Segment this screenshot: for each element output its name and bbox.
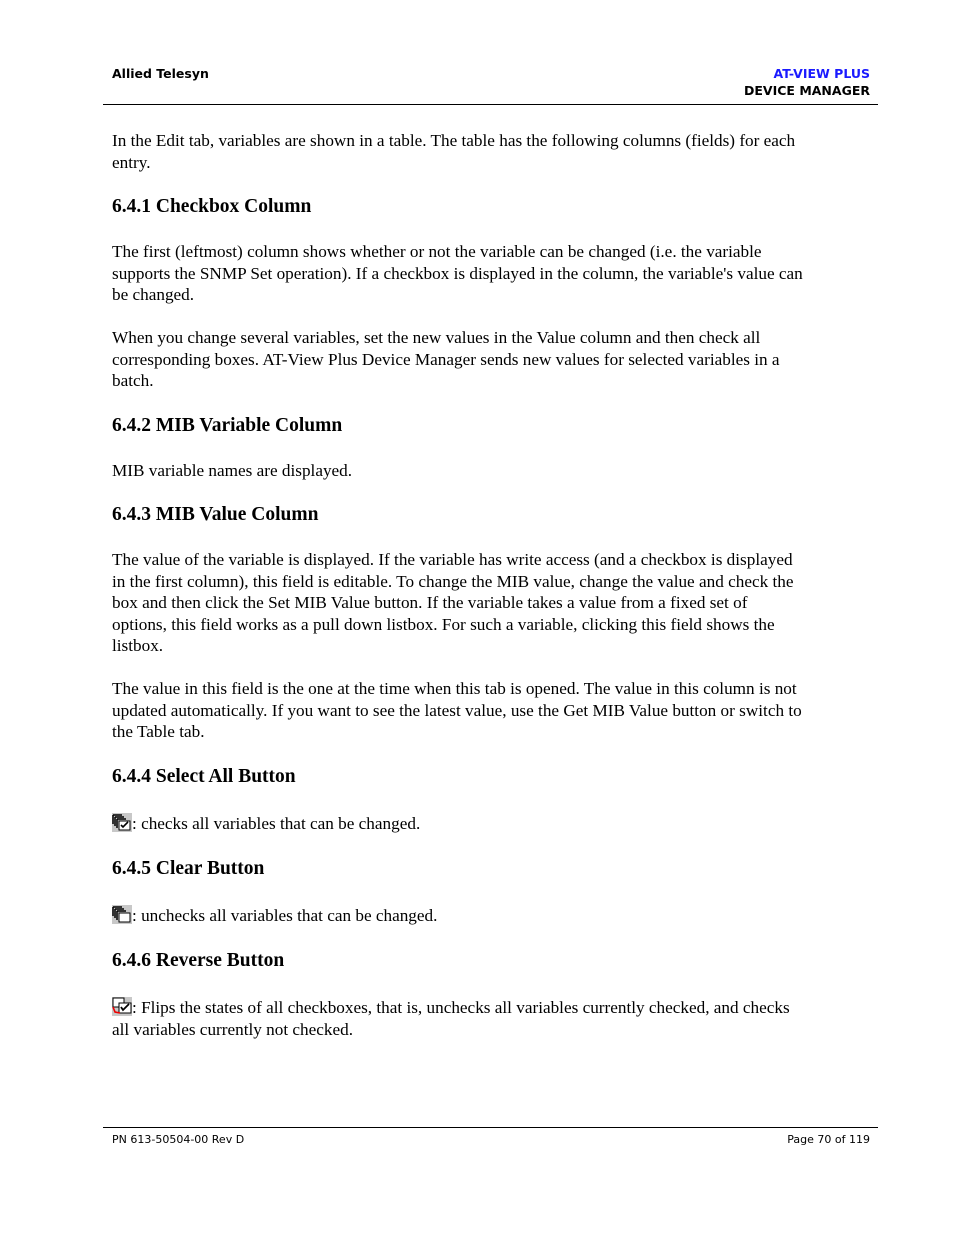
footer-page-number: Page 70 of 119 bbox=[787, 1133, 870, 1146]
text-line: The value of the variable is displayed. If the variable has write access (and a checkbox is displayed bbox=[112, 550, 793, 569]
heading-clear-button: 6.4.5 Clear Button bbox=[112, 858, 265, 879]
text-line: listbox. bbox=[112, 636, 164, 655]
reverse-icon bbox=[112, 997, 132, 1016]
text-line: batch. bbox=[112, 371, 154, 390]
header-company: Allied Telesyn bbox=[112, 66, 209, 81]
text-line: options, this field works as a pull down listbox. For such a variable, clicking this field shows the bbox=[112, 614, 775, 634]
header-rule bbox=[103, 104, 878, 105]
text-line: box and then click the Set MIB Value button. If the variable takes a value from a fixed set of bbox=[112, 593, 748, 612]
text-line: The value in this field is the one at the time when this tab is opened. The value in this column is not bbox=[112, 679, 797, 698]
text-line: : checks all variables that can be changed. bbox=[132, 814, 421, 833]
footer-part-number: PN 613-50504-00 Rev D bbox=[112, 1133, 245, 1146]
heading-reverse-button: 6.4.6 Reverse Button bbox=[112, 950, 285, 971]
header-product: AT-VIEW PLUS bbox=[773, 66, 870, 81]
paragraph bbox=[112, 327, 882, 392]
paragraph bbox=[112, 813, 882, 835]
paragraph bbox=[112, 905, 882, 927]
text-line: be changed. bbox=[112, 285, 195, 304]
paragraph bbox=[112, 549, 882, 657]
paragraph bbox=[112, 241, 882, 306]
paragraph bbox=[112, 997, 882, 1040]
text-line: entry. bbox=[112, 152, 151, 172]
heading-mib-value-column: 6.4.3 MIB Value Column bbox=[112, 504, 319, 525]
heading-select-all-button: 6.4.4 Select All Button bbox=[112, 766, 296, 787]
clear-icon bbox=[112, 905, 132, 924]
heading-checkbox-column: 6.4.1 Checkbox Column bbox=[112, 196, 312, 217]
text-line: The first (leftmost) column shows whether or not the variable can be changed (i.e. the variable bbox=[112, 242, 762, 261]
text-line: the Table tab. bbox=[112, 722, 205, 741]
paragraph bbox=[112, 460, 882, 482]
footer-rule bbox=[103, 1127, 878, 1128]
text-line: supports the SNMP Set operation). If a checkbox is displayed in the column, the variable's value can bbox=[112, 263, 803, 283]
paragraph bbox=[112, 678, 882, 743]
text-line: all variables currently not checked. bbox=[112, 1019, 353, 1039]
heading-mib-variable-column: 6.4.2 MIB Variable Column bbox=[112, 415, 343, 436]
text-line: corresponding boxes. AT-View Plus Device Manager sends new values for selected variables in a bbox=[112, 349, 780, 369]
text-line: in the first column), this field is editable. To change the MIB value, change the value and check the bbox=[112, 571, 794, 591]
text-line: : unchecks all variables that can be changed. bbox=[132, 906, 438, 925]
text-line: MIB variable names are displayed. bbox=[112, 461, 353, 480]
header-subtitle: DEVICE MANAGER bbox=[744, 83, 870, 98]
select-all-icon bbox=[112, 813, 132, 832]
text-line: : Flips the states of all checkboxes, that is, unchecks all variables currently checked, and checks bbox=[132, 998, 790, 1017]
text-line: In the Edit tab, variables are shown in a table. The table has the following columns (fields) for each bbox=[112, 131, 796, 150]
intro-paragraph bbox=[112, 130, 882, 173]
text-line: updated automatically. If you want to see the latest value, use the Get MIB Value button or switch to bbox=[112, 700, 802, 720]
text-line: When you change several variables, set the new values in the Value column and then check all bbox=[112, 328, 761, 347]
